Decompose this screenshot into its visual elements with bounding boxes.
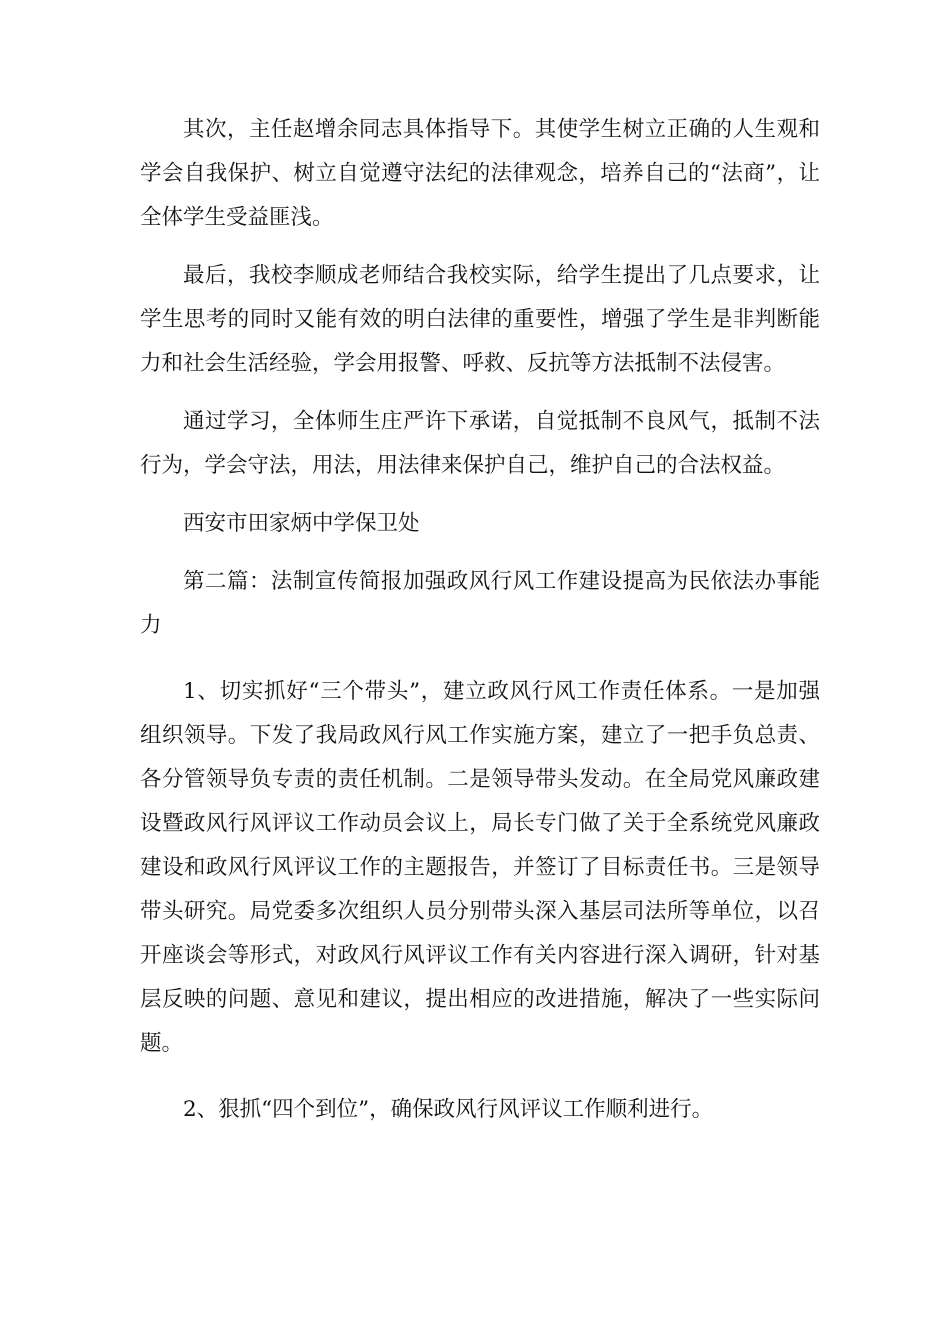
signature-line: 西安市田家炳中学保卫处 [183,511,420,536]
paragraph-secondly: 其次，主任赵增余同志具体指导下。其使学生树立正确的人生观和学会自我保护、树立自觉遵守法纪的法律观念，培养自己的“法商”，让全体学生受益匪浅。 [140,117,820,230]
document-body [140,108,820,1132]
paragraph-finally: 最后，我校李顺成老师结合我校实际，给学生提出了几点要求，让学生思考的同时又能有效的明白法律的重要性，增强了学生是非判断能力和社会生活经验，学会用报警、呼救、反抗等方法抵制不法侵害。 [140,263,820,376]
section-heading: 第二篇：法制宣传简报加强政风行风工作建设提高为民依法办事能力 [140,569,820,638]
paragraph-item-1: 1、切实抓好“三个带头”，建立政风行风工作责任体系。一是加强组织领导。下发了我局政风行风工作实施方案，建立了一把手负总责、各分管领导负专责的责任机制。二是领导带头发动。在全局党风廉政建设暨政风行风评议工作动员会议上，局长专门做了关于全系统党风廉政建设和政风行风评议工作的主题报告，并签订了目标责任书。三是领导带头研究。局党委多次组织人员分别带头深入基层司法所等单位，以召开座谈会等形式，对政风行风评议工作有关内容进行深入调研，针对基层反映的问题、意见和建议，提出相应的改进措施，解决了一些实际问题。 [140,679,820,1056]
paragraph-item-2: 2、狠抓“四个到位”，确保政风行风评议工作顺利进行。 [183,1097,714,1122]
paragraph-through-study: 通过学习，全体师生庄严许下承诺，自觉抵制不良风气，抵制不法行为，学会守法，用法，用法律来保护自己，维护自己的合法权益。 [140,409,820,478]
